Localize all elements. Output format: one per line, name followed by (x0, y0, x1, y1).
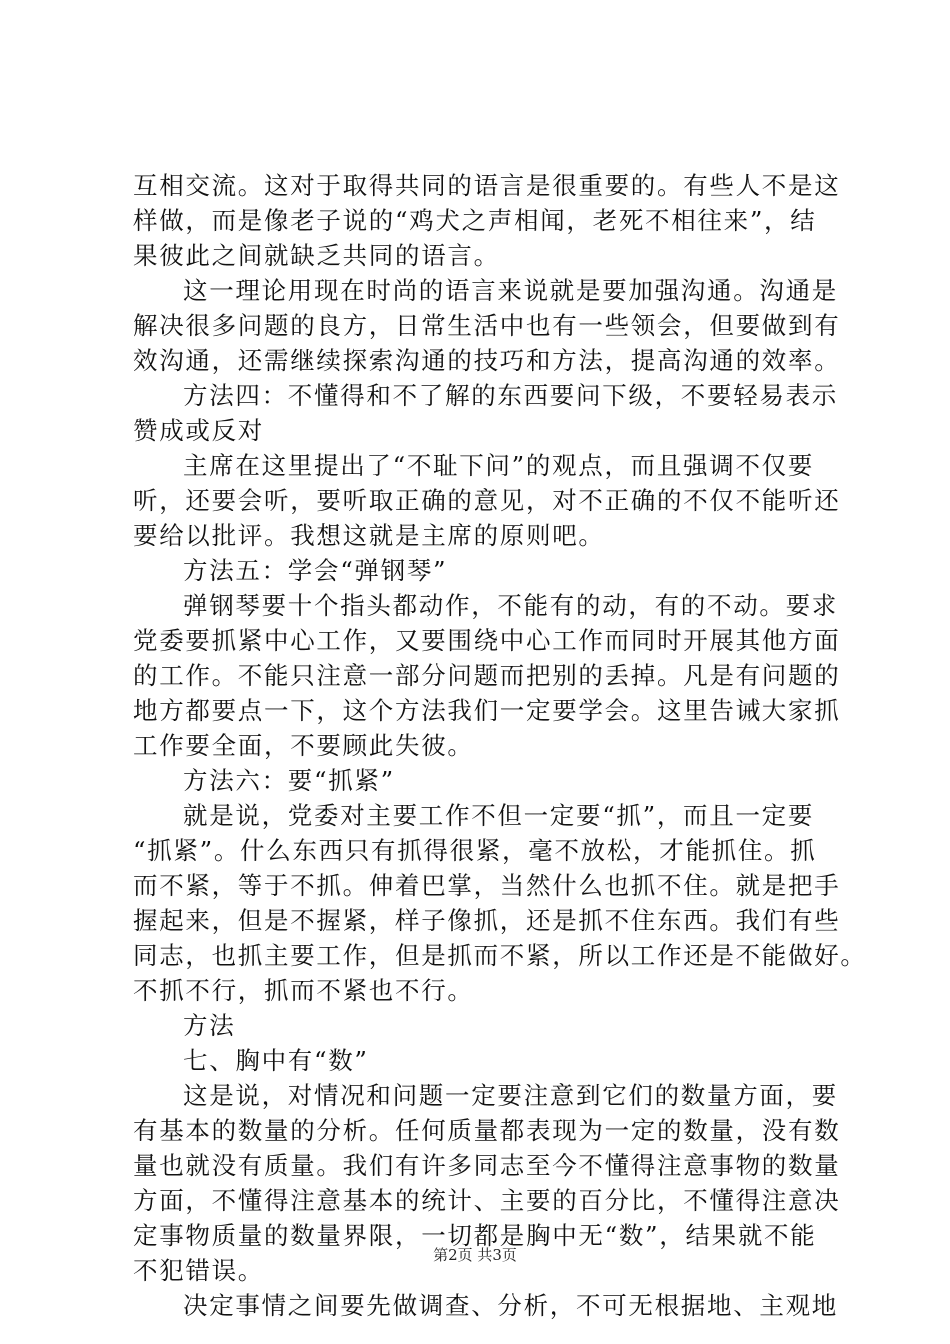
text-line: 就是说，党委对主要工作不但一定要“抓”，而且一定要 (183, 801, 815, 830)
text-line: 同志，也抓主要工作，但是抓而不紧，所以工作还是不能做好。 (133, 941, 867, 970)
text-line: 不抓不行，抓而不紧也不行。 (133, 976, 474, 1005)
document-body (133, 168, 867, 1323)
text-line: 听，还要会听，要听取正确的意见，对不正确的不仅不能听还 (133, 486, 841, 515)
text-line: 工作要全面，不要顾此失彼。 (133, 731, 474, 760)
text-line: 不犯错误。 (133, 1256, 264, 1285)
text-line: 要给以批评。我想这就是主席的原则吧。 (133, 521, 605, 550)
text-line: 握起来，但是不握紧，样子像抓，还是抓不住东西。我们有些 (133, 906, 841, 935)
text-line: 的工作。不能只注意一部分问题而把别的丢掉。凡是有问题的 (133, 661, 841, 690)
text-line: 互相交流。这对于取得共同的语言是很重要的。有些人不是这 (133, 171, 841, 200)
text-line: 量也就没有质量。我们有许多同志至今不懂得注意事物的数量 (133, 1151, 841, 1180)
text-line: 方面，不懂得注意基本的统计、主要的百分比，不懂得注意决 (133, 1186, 841, 1215)
text-line: 方法五：学会“弹钢琴” (183, 556, 448, 585)
text-line: 这是说，对情况和问题一定要注意到它们的数量方面，要 (183, 1081, 838, 1110)
text-line: 果彼此之间就缺乏共同的语言。 (133, 241, 500, 270)
text-line: 党委要抓紧中心工作，又要围绕中心工作而同时开展其他方面 (133, 626, 841, 655)
text-line: 样做，而是像老子说的“鸡犬之声相闻，老死不相往来”，结 (133, 206, 817, 235)
text-line: 方法 (183, 1011, 236, 1040)
text-line: 而不紧，等于不抓。伸着巴掌，当然什么也抓不住。就是把手 (133, 871, 841, 900)
text-line: “抓紧”。什么东西只有抓得很紧，毫不放松，才能抓住。抓 (133, 836, 817, 865)
text-line: 这一理论用现在时尚的语言来说就是要加强沟通。沟通是 (183, 276, 838, 305)
text-line: 解决很多问题的良方，日常生活中也有一些领会，但要做到有 (133, 311, 841, 340)
text-line: 决定事情之间要先做调查、分析，不可无根据地、主观地 (183, 1291, 838, 1320)
page-footer: 第2页 共3页 (433, 1246, 517, 1264)
text-line: 方法六：要“抓紧” (183, 766, 395, 795)
text-line: 地方都要点一下，这个方法我们一定要学会。这里告诫大家抓 (133, 696, 841, 725)
text-line: 定事物质量的数量界限，一切都是胸中无“数”，结果就不能 (133, 1221, 817, 1250)
text-line: 有基本的数量的分析。任何质量都表现为一定的数量，没有数 (133, 1116, 841, 1145)
text-line: 弹钢琴要十个指头都动作，不能有的动，有的不动。要求 (183, 591, 838, 620)
text-line: 赞成或反对 (133, 416, 264, 445)
text-line: 效沟通，还需继续探索沟通的技巧和方法，提高沟通的效率。 (133, 346, 841, 375)
text-line: 主席在这里提出了“不耻下问”的观点，而且强调不仅要 (183, 451, 815, 480)
text-line: 七、胸中有“数” (183, 1046, 369, 1075)
text-line: 方法四：不懂得和不了解的东西要问下级，不要轻易表示 (183, 381, 838, 410)
